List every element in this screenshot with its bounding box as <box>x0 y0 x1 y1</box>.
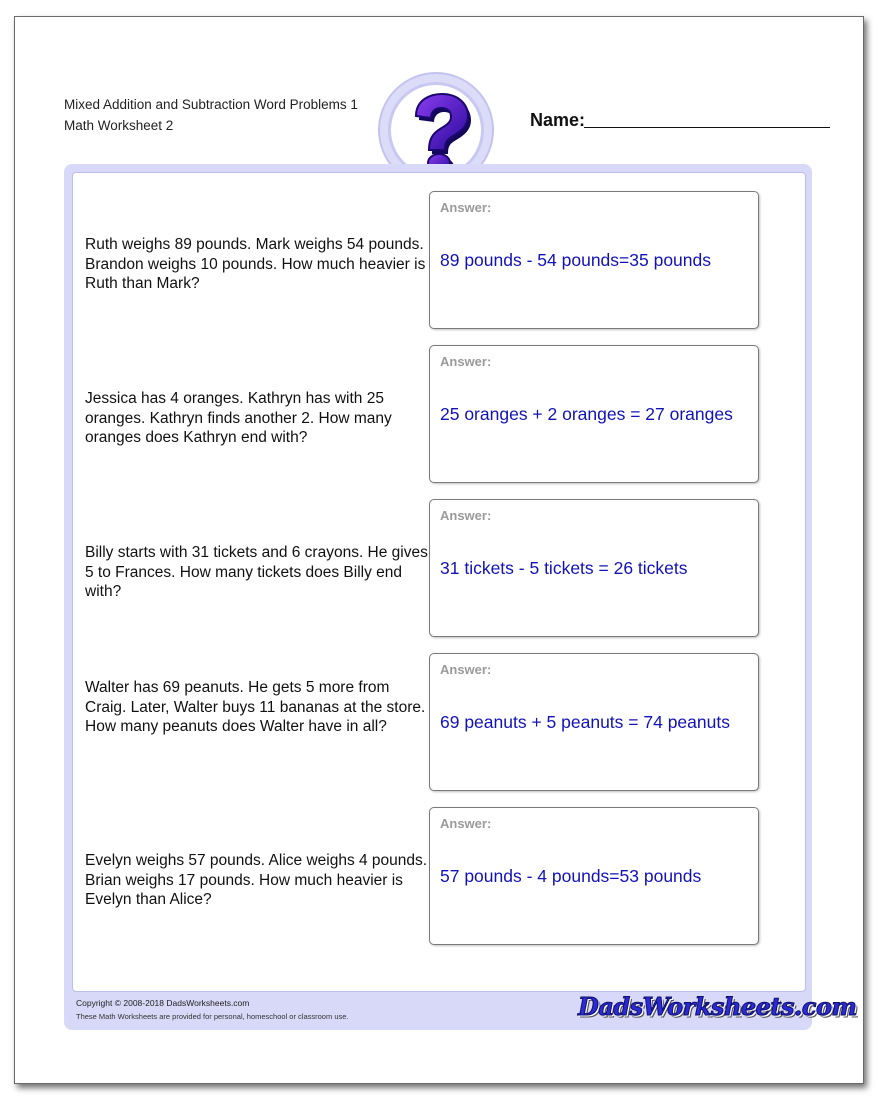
answer-box <box>429 499 759 637</box>
answer-text: 25 oranges + 2 oranges = 27 oranges <box>440 404 733 424</box>
answer-box <box>429 191 759 329</box>
problem-question: Billy starts with 31 tickets and 6 crayons. He gives 5 to Frances. How many tickets does Billy end with? <box>85 544 428 600</box>
name-label: Name: <box>530 110 586 130</box>
answer-text: 69 peanuts + 5 peanuts = 74 peanuts <box>440 712 730 732</box>
answer-label: Answer: <box>440 354 492 369</box>
answer-text: 89 pounds - 54 pounds=35 pounds <box>440 250 711 270</box>
answer-label: Answer: <box>440 662 492 677</box>
problem-question: Ruth weighs 89 pounds. Mark weighs 54 pounds. Brandon weighs 10 pounds. How much heavier is Ruth than Mark? <box>85 236 426 292</box>
name-input-line[interactable] <box>584 127 830 128</box>
worksheet-title: Mixed Addition and Subtraction Word Problems 1 <box>64 97 358 112</box>
problem-question: Walter has 69 peanuts. He gets 5 more from Craig. Later, Walter buys 11 bananas at the store. How many peanuts does Walter have in all? <box>85 679 426 735</box>
dadsworksheets-logo: DadsWorksheets.com <box>578 992 857 1021</box>
worksheet-subtitle: Math Worksheet 2 <box>64 118 174 133</box>
answer-text: 57 pounds - 4 pounds=53 pounds <box>440 866 702 886</box>
problem-question: Evelyn weighs 57 pounds. Alice weighs 4 pounds. Brian weighs 17 pounds. How much heavier is Evelyn than Alice? <box>85 852 428 908</box>
terms-text: These Math Worksheets are provided for personal, homeschool or classroom use. <box>76 1012 349 1021</box>
answer-box <box>429 653 759 791</box>
problem-question: Jessica has 4 oranges. Kathryn has with 25 oranges. Kathryn finds another 2. How many oranges does Kathryn end with? <box>85 390 392 446</box>
answer-label: Answer: <box>440 816 492 831</box>
copyright-text: Copyright © 2008-2018 DadsWorksheets.com <box>76 998 250 1008</box>
answer-label: Answer: <box>440 508 492 523</box>
answer-box <box>429 807 759 945</box>
answer-box <box>429 345 759 483</box>
question-mark-icon <box>402 88 474 176</box>
answer-text: 31 tickets - 5 tickets = 26 tickets <box>440 558 688 578</box>
answer-label: Answer: <box>440 200 492 215</box>
